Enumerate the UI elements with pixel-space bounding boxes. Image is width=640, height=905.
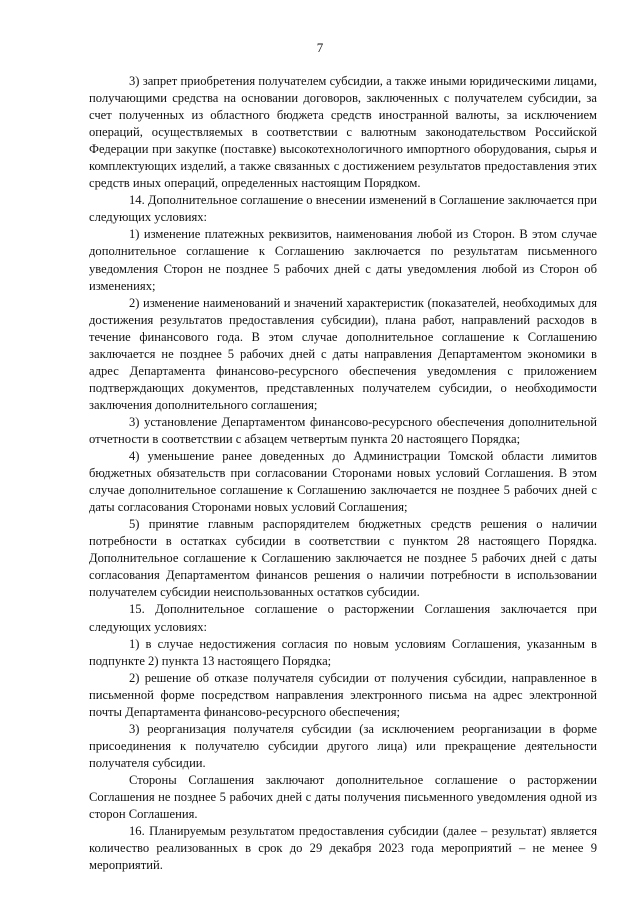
paragraph-15-2: 2) решение об отказе получателя субсидии от получения субсидии, направленное в письменной форме посредством направления электронного письма на адрес электронной почты Департамента финансово-ресурсного обеспечения; xyxy=(89,670,597,719)
paragraph-15-3: 3) реорганизация получателя субсидии (за исключением реорганизации в форме присоединения к получателю субсидии другого лица) или прекращение деятельности получателя субсидии. xyxy=(89,721,597,770)
paragraph-15-parties: Стороны Соглашения заключают дополнительное соглашение о расторжении Соглашения не позднее 5 рабочих дней с даты получения письменного уведомления одной из сторон Соглашения. xyxy=(89,772,597,822)
paragraph-14-4: 4) уменьшение ранее доведенных до Администрации Томской области лимитов бюджетных обязательств при согласовании Сторонами новых условий Соглашения. В этом случае дополнительное соглашение к Соглашению заключается не позднее 5 рабочих дней с даты согласования Сторонами новых условий Соглашения; xyxy=(89,449,597,515)
paragraph-14-heading: 14. Дополнительное соглашение о внесении изменений в Соглашение заключается при следующих условиях: xyxy=(89,193,597,225)
paragraph-13-3-currency-ban: 3) запрет приобретения получателем субсидии, а также иными юридическими лицами, получающими средства на основании договоров, заключенных с получателем субсидии, за счет полученных из областного бюджета средств иностранной валюты, за исключением операций, осуществляемых в соответствии с валютным законодательством Российской Федерации при закупке (поставке) высокотехнологичного импортного оборудования, сырья и комплектующих изделий, а также связанных с достижением результатов предоставления этих средств иных операций, определенных настоящим Порядком. xyxy=(89,74,597,191)
paragraph-16: 16. Планируемым результатом предоставления субсидии (далее – результат) является количество реализованных в срок до 29 декабря 2023 года мероприятий – не менее 9 мероприятий. xyxy=(89,824,597,873)
paragraph-15-heading: 15. Дополнительное соглашение о расторжении Соглашения заключается при следующих условиях: xyxy=(89,602,597,634)
paragraph-14-2: 2) изменение наименований и значений характеристик (показателей, необходимых для достижения результатов предоставления субсидии), плана работ, направлений расходов в течение финансового года. В этом случае дополнительное соглашение к Соглашению заключается не позднее 5 рабочих дней с даты направления Департаментом экономики в адрес Департамента финансово-ресурсного обеспечения уведомления с приложением подтверждающих документов, представленных получателем субсидии, о необходимости заключения дополнительного соглашения; xyxy=(89,295,597,412)
document-body xyxy=(89,73,597,874)
paragraph-14-1: 1) изменение платежных реквизитов, наименования любой из Сторон. В этом случае дополнительное соглашение к Соглашению заключается по результатам письменного уведомления Сторон не позднее 5 рабочих дней с даты уведомления любой из Сторон об изменениях; xyxy=(89,227,597,293)
paragraph-14-5: 5) принятие главным распорядителем бюджетных средств решения о наличии потребности в остатках субсидии в соответствии с пунктом 28 настоящего Порядка. Дополнительное соглашение к Соглашению заключается не позднее 5 рабочих дней с даты согласования Департаментом финансов решения о наличии потребности в использовании получателем субсидии неиспользованных остатков субсидии. xyxy=(89,517,597,600)
paragraph-15-1: 1) в случае недостижения согласия по новым условиям Соглашения, указанным в подпункте 2) пункта 13 настоящего Порядка; xyxy=(89,636,597,668)
page-number: 7 xyxy=(316,40,324,55)
paragraph-14-3: 3) установление Департаментом финансово-ресурсного обеспечения дополнительной отчетности в соответствии с абзацем четвертым пункта 20 настоящего Порядка; xyxy=(89,414,597,446)
